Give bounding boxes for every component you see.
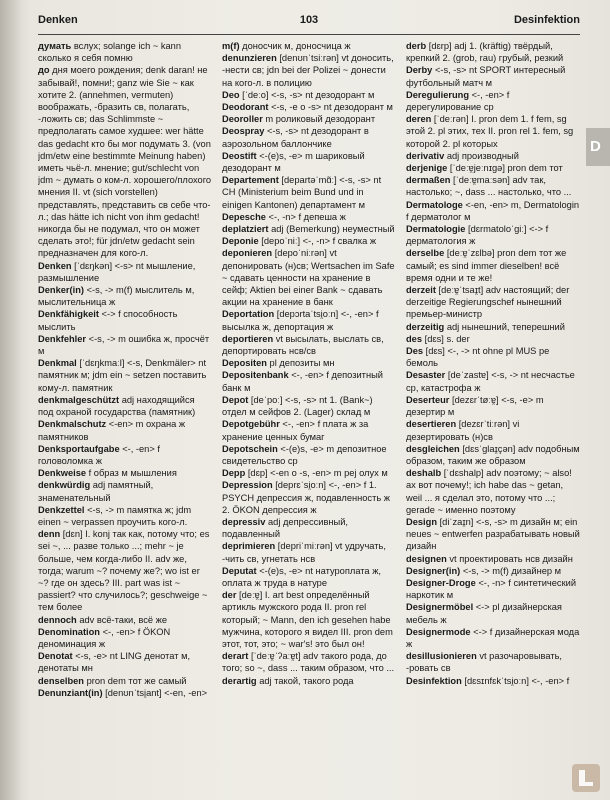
entry-headword: m(f) [222, 41, 240, 51]
entry-definition: доносчик м, доносчица ж [239, 41, 351, 51]
page-gutter-shadow [0, 0, 22, 800]
dictionary-entry [222, 308, 396, 332]
entry-headword: denselben [38, 675, 84, 686]
dictionary-entry [406, 89, 580, 113]
dictionary-entry [38, 443, 212, 467]
dictionary-entry [406, 553, 580, 565]
dictionary-entry [406, 174, 580, 198]
entry-definition: дня моего рождения; denk daran! не забывай!, помни!; ganz wie Sie ~ как хотите 2. (annehmen, vermuten) воображать, -бразить св, полагать, -ложить св; das Schlimmste ~ предполагать самое худшее: wer hätte das gedacht кто бы мог подумать 3. (von jdm/etw eine bestimmte Meinung haben) иметь чьё-л. мнение; gut/schlecht von jdm ~ думать о ком-л. хорошего/плохого мнения II. vt (sich vorstellen) представлять, представить св себе что-л.; das hätte ich nicht von ihm gedacht! никогда бы не подумал, что он может сделать это!; für jdn/etw gedacht sein предназначен для кого-л. [38, 65, 212, 259]
entry-definition: <-, -n> f депеша ж [265, 211, 346, 222]
entry-headword: Denomination [38, 626, 100, 637]
entry-headword: deponieren [222, 248, 273, 259]
entry-headword: Desinfektion [406, 675, 462, 686]
entry-headword: derart [222, 651, 249, 662]
dictionary-entry [222, 467, 396, 479]
entry-headword: Denotat [38, 651, 73, 662]
entry-definition: [dɛn] I. konj так как, потому что; es sei ~, ... разве только ...; mehr ~ je больше, чем когда-либо II. adv же, тогда; warum ~? почему же?; wo ist er ~? где он здесь? III. part was ist ~ passiert? что случилось?; geschweige ~ тем более [38, 529, 210, 613]
entry-definition: <-en, -en> m, Dermatologin f дерматолог м [406, 199, 580, 222]
entry-headword: Deospray [222, 126, 265, 137]
entry-headword: Denker(in) [38, 285, 84, 296]
dictionary-entry [222, 418, 396, 442]
entry-headword: designen [406, 553, 447, 564]
thumb-index-letter: D [590, 138, 601, 155]
entry-headword: Denkfähigkeit [38, 309, 99, 320]
dictionary-entry [406, 284, 580, 321]
entry-definition: adv всё-таки, всё же [76, 614, 168, 625]
entry-headword: Depesche [222, 211, 266, 222]
dictionary-entry [406, 321, 580, 333]
entry-headword: Deodorant [222, 102, 269, 113]
column-2 [222, 40, 396, 768]
column-3 [406, 40, 580, 768]
entry-headword: Desaster [406, 370, 446, 381]
entry-headword: Deserteur [406, 394, 450, 405]
entry-definition: <-, -en> f депозитный банк м [222, 370, 383, 393]
entry-headword: Depositen [222, 358, 267, 369]
dictionary-entry [222, 247, 396, 308]
dictionary-entry [406, 369, 580, 393]
dictionary-entry [38, 40, 212, 64]
entry-headword: deprimieren [222, 541, 276, 552]
entry-definition: pl депозиты мн [266, 358, 335, 369]
dictionary-entry [38, 675, 212, 687]
entry-definition: <-s, -e> nt LING денотат м, денотаты мн [38, 651, 191, 674]
entry-definition: [dɛs] <-, -> nt ohne pl MUS ре бемоль [406, 346, 550, 369]
entry-headword: denkwürdig [38, 480, 91, 491]
entry-definition: <-, -en> f дерегулирование ср [406, 89, 510, 113]
entry-definition: <-, -en> f головоломка ж [38, 443, 160, 466]
entry-definition: <-s, -s> nt SPORT интересный футбольный матч м [406, 65, 566, 88]
dictionary-entry [222, 113, 396, 125]
dictionary-entry [222, 125, 396, 149]
entry-headword: Deostift [222, 150, 257, 161]
entry-headword: Depositenbank [222, 370, 289, 381]
entry-headword: Denksportaufgabe [38, 443, 120, 454]
entry-headword: desgleichen [406, 443, 460, 454]
dictionary-entry [406, 113, 580, 150]
column-1 [38, 40, 212, 768]
entry-headword: Deo [222, 89, 240, 100]
dictionary-entry [406, 199, 580, 223]
dictionary-entry [222, 675, 396, 687]
dictionary-entry [222, 589, 396, 650]
entry-definition: [dezɛrˈtiːrən] vi дезертировать (н)св [406, 419, 520, 442]
entry-headword: Denkweise [38, 468, 87, 479]
dictionary-entry [38, 260, 212, 284]
entry-headword: derzeit [406, 285, 436, 296]
entry-headword: der [222, 590, 237, 601]
entry-definition: [deːɐ̯ˈtsaɪ̯t] adv настоящий; der derzeitige Regierungschef нынешний премьер-министр [406, 285, 570, 320]
entry-definition: <-> f дизайнерская мода ж [406, 626, 580, 649]
thumb-index-tab [586, 128, 610, 166]
entry-headword: Depression [222, 480, 273, 491]
entry-headword: des [406, 333, 423, 344]
entry-definition: adj производный [444, 150, 519, 161]
dictionary-entry [222, 211, 396, 223]
entry-definition: <-s, -s> nt дезодорант в аэрозольном баллончике [222, 126, 369, 149]
entry-definition: [ˈdeːɐ̯maːsən] adv так, настолько; ~, dass ... настолько, что ... [406, 175, 572, 198]
entry-definition: m роликовый дезодорант [262, 114, 376, 125]
dictionary-entry [406, 40, 580, 64]
entry-definition: <-s, -e o -s> nt дезодорант м [268, 102, 393, 113]
entry-definition: <-, -en> f плата ж за хранение ценных бумаг [222, 419, 369, 442]
dictionary-entry [38, 504, 212, 528]
entry-definition: [dɛsˈɡlaɪ̯çən] adv подобным образом, таким же образом [406, 443, 580, 466]
entry-definition: [deːɐ̯ˈzɛlbə] pron dem тот же самый; es sind immer dieselben! всё время одни и те же! [406, 248, 567, 283]
dictionary-entry [222, 333, 396, 357]
entry-headword: Designermode [406, 626, 471, 637]
page-header [38, 8, 580, 35]
entry-definition: [ˈdeːɐ̯jeːnɪɡə] pron dem тот [447, 163, 563, 174]
dictionary-entry [38, 614, 212, 626]
entry-definition: [dɛsɪnfɛkˈtsi̯oːn] <-, -en> f [461, 675, 570, 686]
dictionary-entry [406, 64, 580, 88]
entry-definition: [deːɐ̯] I. art best определённый артикль мужского рода II. pron rel который; ~ Mann, den ich gesehen habe мужчина, которого я видел III. pron dem этот, тот, это; ~ war's! это был он! [222, 590, 393, 649]
entry-definition: <-(e)s, -e> m шариковый дезодорант м [222, 150, 365, 174]
dictionary-entry [222, 394, 396, 418]
entry-definition: [ˈdɛŋkmaːl] <-s, Denkmäler> nt памятник м; jdm ein ~ setzen поставить кому-л. памятник [38, 358, 207, 393]
entry-definition: [depɔrtaˈtsi̯oːn] <-, -en> f высылка ж, депортация ж [222, 309, 379, 332]
entry-definition: adj находящийся под охраной государства (памятник) [38, 394, 196, 418]
entry-headword: Depot [222, 394, 249, 405]
dictionary-entry [406, 601, 580, 625]
entry-definition: <-s, -> m(f) дизайнер м [460, 565, 562, 576]
entry-definition: [depoˈniː] <-, -n> f свалка ж [258, 236, 377, 247]
dictionary-entry [406, 443, 580, 467]
entry-definition: [departəˈmɑ̃ː] <-s, -s> nt CH (Ministerium beim Bund und in einigen Kantonen) департамент м [222, 175, 382, 210]
dictionary-entry [222, 223, 396, 235]
dictionary-entry [222, 89, 396, 101]
entry-headword: Derby [406, 65, 433, 76]
dictionary-entry [406, 650, 580, 674]
entry-headword: Deregulierung [406, 89, 470, 100]
dictionary-entry [222, 369, 396, 393]
entry-definition: [ˈdeːɐ̯ˈʔaːɐ̯t] adv такого рода, до того; so ~, dass ... таким образом, что ... [222, 651, 395, 674]
entry-headword: Denkmal [38, 358, 77, 369]
entry-headword: deportieren [222, 333, 274, 344]
dictionary-entry [406, 626, 580, 650]
entry-headword: думать [38, 41, 72, 51]
entry-definition: [deˈpoː] <-s, -s> nt 1. (Bank~) отдел м сейфов 2. (Lager) склад м [222, 394, 373, 418]
entry-definition: вслух; solange ich ~ kann сколько я себя помню [38, 41, 182, 64]
entry-definition: [denʊnˈtsiːrən] vt доносить, -нести св; jdn bei der Polizei ~ донести на кого-л. в полицию [222, 53, 394, 88]
entry-definition: [deˈzastɐ] <-s, -> nt несчастье ср, катастрофа ж [406, 370, 575, 393]
dictionary-entry [222, 150, 396, 174]
entry-headword: до [38, 65, 50, 76]
entry-definition: [depoˈniːrən] vt депонировать (н)св; Wertsachen im Safe ~ сдавать ценности на хранение в сейф; Aktien bei einer Bank ~ сдавать акции на хранение в банк [222, 248, 395, 308]
dictionary-entry [222, 52, 396, 89]
dictionary-entry [406, 333, 580, 345]
entry-definition: adj депрессивный, подавленный [222, 516, 348, 540]
entry-headword: denn [38, 529, 61, 540]
dictionary-entry [222, 516, 396, 540]
dictionary-entry [38, 64, 212, 259]
dictionary-entry [406, 223, 580, 247]
entry-headword: Deputat [222, 565, 257, 576]
entry-headword: Design [406, 516, 437, 527]
entry-headword: deplatziert [222, 224, 269, 235]
entry-headword: depressiv [222, 516, 266, 527]
entry-definition: <-> f способность мыслить [38, 309, 178, 332]
entry-headword: derivativ [406, 150, 445, 161]
dictionary-entry [38, 528, 212, 613]
entry-definition: [dɛrp] adj 1. (kräftig) твёрдый, крепкий 2. (grob, rau) грубый, резкий [406, 41, 564, 64]
dictionary-entry [222, 101, 396, 113]
dictionary-entry [222, 357, 396, 369]
dictionary-entry [406, 418, 580, 442]
entry-definition: <-en> m охрана ж памятников [38, 419, 186, 442]
entry-headword: Dermatologie [406, 224, 466, 235]
entry-headword: derzeitig [406, 321, 445, 332]
left-running-headword: Denken [38, 14, 78, 26]
dictionary-entry [406, 247, 580, 284]
dictionary-entry [406, 394, 580, 418]
entry-headword: Denken [38, 260, 72, 271]
dictionary-entry [222, 479, 396, 516]
entry-headword: Denunziant(in) [38, 687, 103, 698]
entry-definition: <-s, -> m ошибка ж, просчёт м [38, 333, 210, 357]
entry-headword: deren [406, 114, 432, 125]
dictionary-entry [406, 675, 580, 687]
entry-definition: [ˈdɛshalp] adv поэтому; ~ also! ах вот почему!; ich habe das ~ getan, weil ... я сделал это, потому что ...; gerade ~ именно поэтому [406, 468, 572, 515]
entry-headword: dermaßen [406, 175, 451, 186]
entry-definition: adj памятный, знаменательный [38, 480, 154, 503]
dictionary-entry [406, 345, 580, 369]
entry-definition: <-s, -> m(f) мыслитель м, мыслительница ж [38, 285, 195, 308]
entry-definition: [dɛp] <-en o -s, -en> m pej олух м [245, 468, 388, 479]
dictionary-entry [38, 333, 212, 357]
entry-headword: Depotgebühr [222, 419, 280, 430]
page-number: 103 [299, 14, 319, 26]
dictionary-entry [38, 284, 212, 308]
dictionary-entry [406, 577, 580, 601]
entry-headword: deshalb [406, 468, 442, 479]
dictionary-entry [38, 626, 212, 650]
entry-definition: vt проектировать нсв дизайн [446, 553, 573, 564]
entry-headword: derartig [222, 675, 257, 686]
entry-definition: [depriˈmiːrən] vt удручать, -чить св, угнетать нсв [222, 541, 386, 564]
dictionary-entry [406, 162, 580, 174]
entry-definition: <-s, -> m памятка ж; jdm einen ~ verpassen проучить кого-л. [38, 504, 192, 527]
entry-definition: [denʊnˈtsi̯ant] <-en, -en> [102, 687, 208, 698]
dictionary-entry [406, 467, 580, 516]
entry-definition: vt разочаровывать, -ровать св [406, 651, 563, 674]
entry-definition: [ˈdeːrən] I. pron dem 1. f fem, sg этой 2. pl этих, тех II. pron rel 1. fem, sg которой 2. pl которых [406, 114, 574, 149]
entry-headword: derselbe [406, 248, 445, 259]
entry-headword: desillusionieren [406, 651, 477, 662]
dictionary-entry [38, 308, 212, 332]
entry-definition: f образ м мышления [86, 468, 177, 479]
dictionary-entry [222, 565, 396, 589]
entry-definition: pron dem тот же самый [83, 675, 187, 686]
entry-definition: [diˈzaɪ̯n] <-s, -s> m дизайн м; ein neues ~ entwerfen разрабатывать новый дизайн [406, 516, 580, 552]
entry-definition: <-> pl дизайнерская мебель ж [406, 602, 562, 625]
entry-headword: Dermatologe [406, 199, 463, 210]
entry-definition: adj нынешний, теперешний [444, 321, 565, 332]
entry-definition: [ˈdeːo] <-s, -s> nt дезодорант м [239, 89, 375, 100]
entry-headword: Designermöbel [406, 602, 474, 613]
dictionary-entry [222, 540, 396, 564]
dictionary-entry [222, 235, 396, 247]
dictionary-entry [38, 650, 212, 674]
entry-definition: [ˈdɛŋkən] <-s> nt мышление, размышление [38, 260, 196, 283]
entry-definition: adj (Bemerkung) неуместный [268, 224, 395, 235]
entry-headword: Designer-Droge [406, 577, 476, 588]
dictionary-entry [222, 650, 396, 674]
entry-headword: derjenige [406, 163, 448, 174]
entry-headword: Deoroller [222, 114, 263, 125]
entry-headword: Deponie [222, 236, 259, 247]
right-running-headword: Desinfektion [513, 14, 580, 26]
dictionary-entry [38, 687, 212, 699]
publisher-logo-icon [572, 764, 600, 792]
entry-headword: derb [406, 41, 427, 51]
dictionary-entry [406, 150, 580, 162]
entry-headword: denkmalgeschützt [38, 394, 120, 405]
entry-definition: adj такой, такого рода [256, 675, 354, 686]
dictionary-entry [406, 565, 580, 577]
entry-definition: [dɛrmatoloˈɡiː] <-> f дерматология ж [406, 224, 549, 247]
entry-headword: Designer(in) [406, 565, 461, 576]
entry-definition: <-, -en> f ÖKON деноминация ж [38, 626, 171, 649]
dictionary-entry [38, 467, 212, 479]
dictionary-entry [222, 40, 396, 52]
dictionary-entry [38, 357, 212, 394]
entry-headword: dennoch [38, 614, 77, 625]
entry-headword: Denkfehler [38, 333, 87, 344]
dictionary-entry [406, 516, 580, 553]
entry-headword: Depotschein [222, 443, 278, 454]
entry-definition: <-(e)s, -e> m депозитное свидетельство ср [222, 443, 387, 466]
entry-definition: <-(e)s, -e> nt натуроплата ж, оплата ж труда в натуре [222, 565, 381, 588]
dictionary-entry [222, 443, 396, 467]
entry-headword: Denkzettel [38, 504, 85, 515]
entry-headword: Des [406, 346, 424, 357]
dictionary-columns [38, 40, 580, 768]
entry-headword: Depp [222, 468, 246, 479]
entry-definition: vt высылать, выслать св, депортировать нсв/св [222, 333, 384, 357]
entry-definition: [dɛs] s. der [422, 333, 470, 344]
dictionary-entry [38, 479, 212, 503]
dictionary-entry [222, 174, 396, 211]
entry-headword: Deportation [222, 309, 275, 320]
entry-headword: Departement [222, 175, 279, 186]
entry-headword: denunzieren [222, 53, 277, 64]
entry-definition: [dezɛrˈtøːɐ̯] <-s, -e> m дезертир м [406, 394, 544, 418]
dictionary-entry [38, 394, 212, 418]
entry-definition: [deprɛˈsi̯oːn] <-, -en> f 1. PSYCH депрессия ж, подавленность ж 2. ÖKON депрессия ж [222, 480, 390, 515]
entry-headword: Denkmalschutz [38, 419, 107, 430]
dictionary-entry [38, 418, 212, 442]
entry-headword: desertieren [406, 419, 457, 430]
entry-definition: <-, -n> f синтетический наркотик м [406, 577, 577, 601]
